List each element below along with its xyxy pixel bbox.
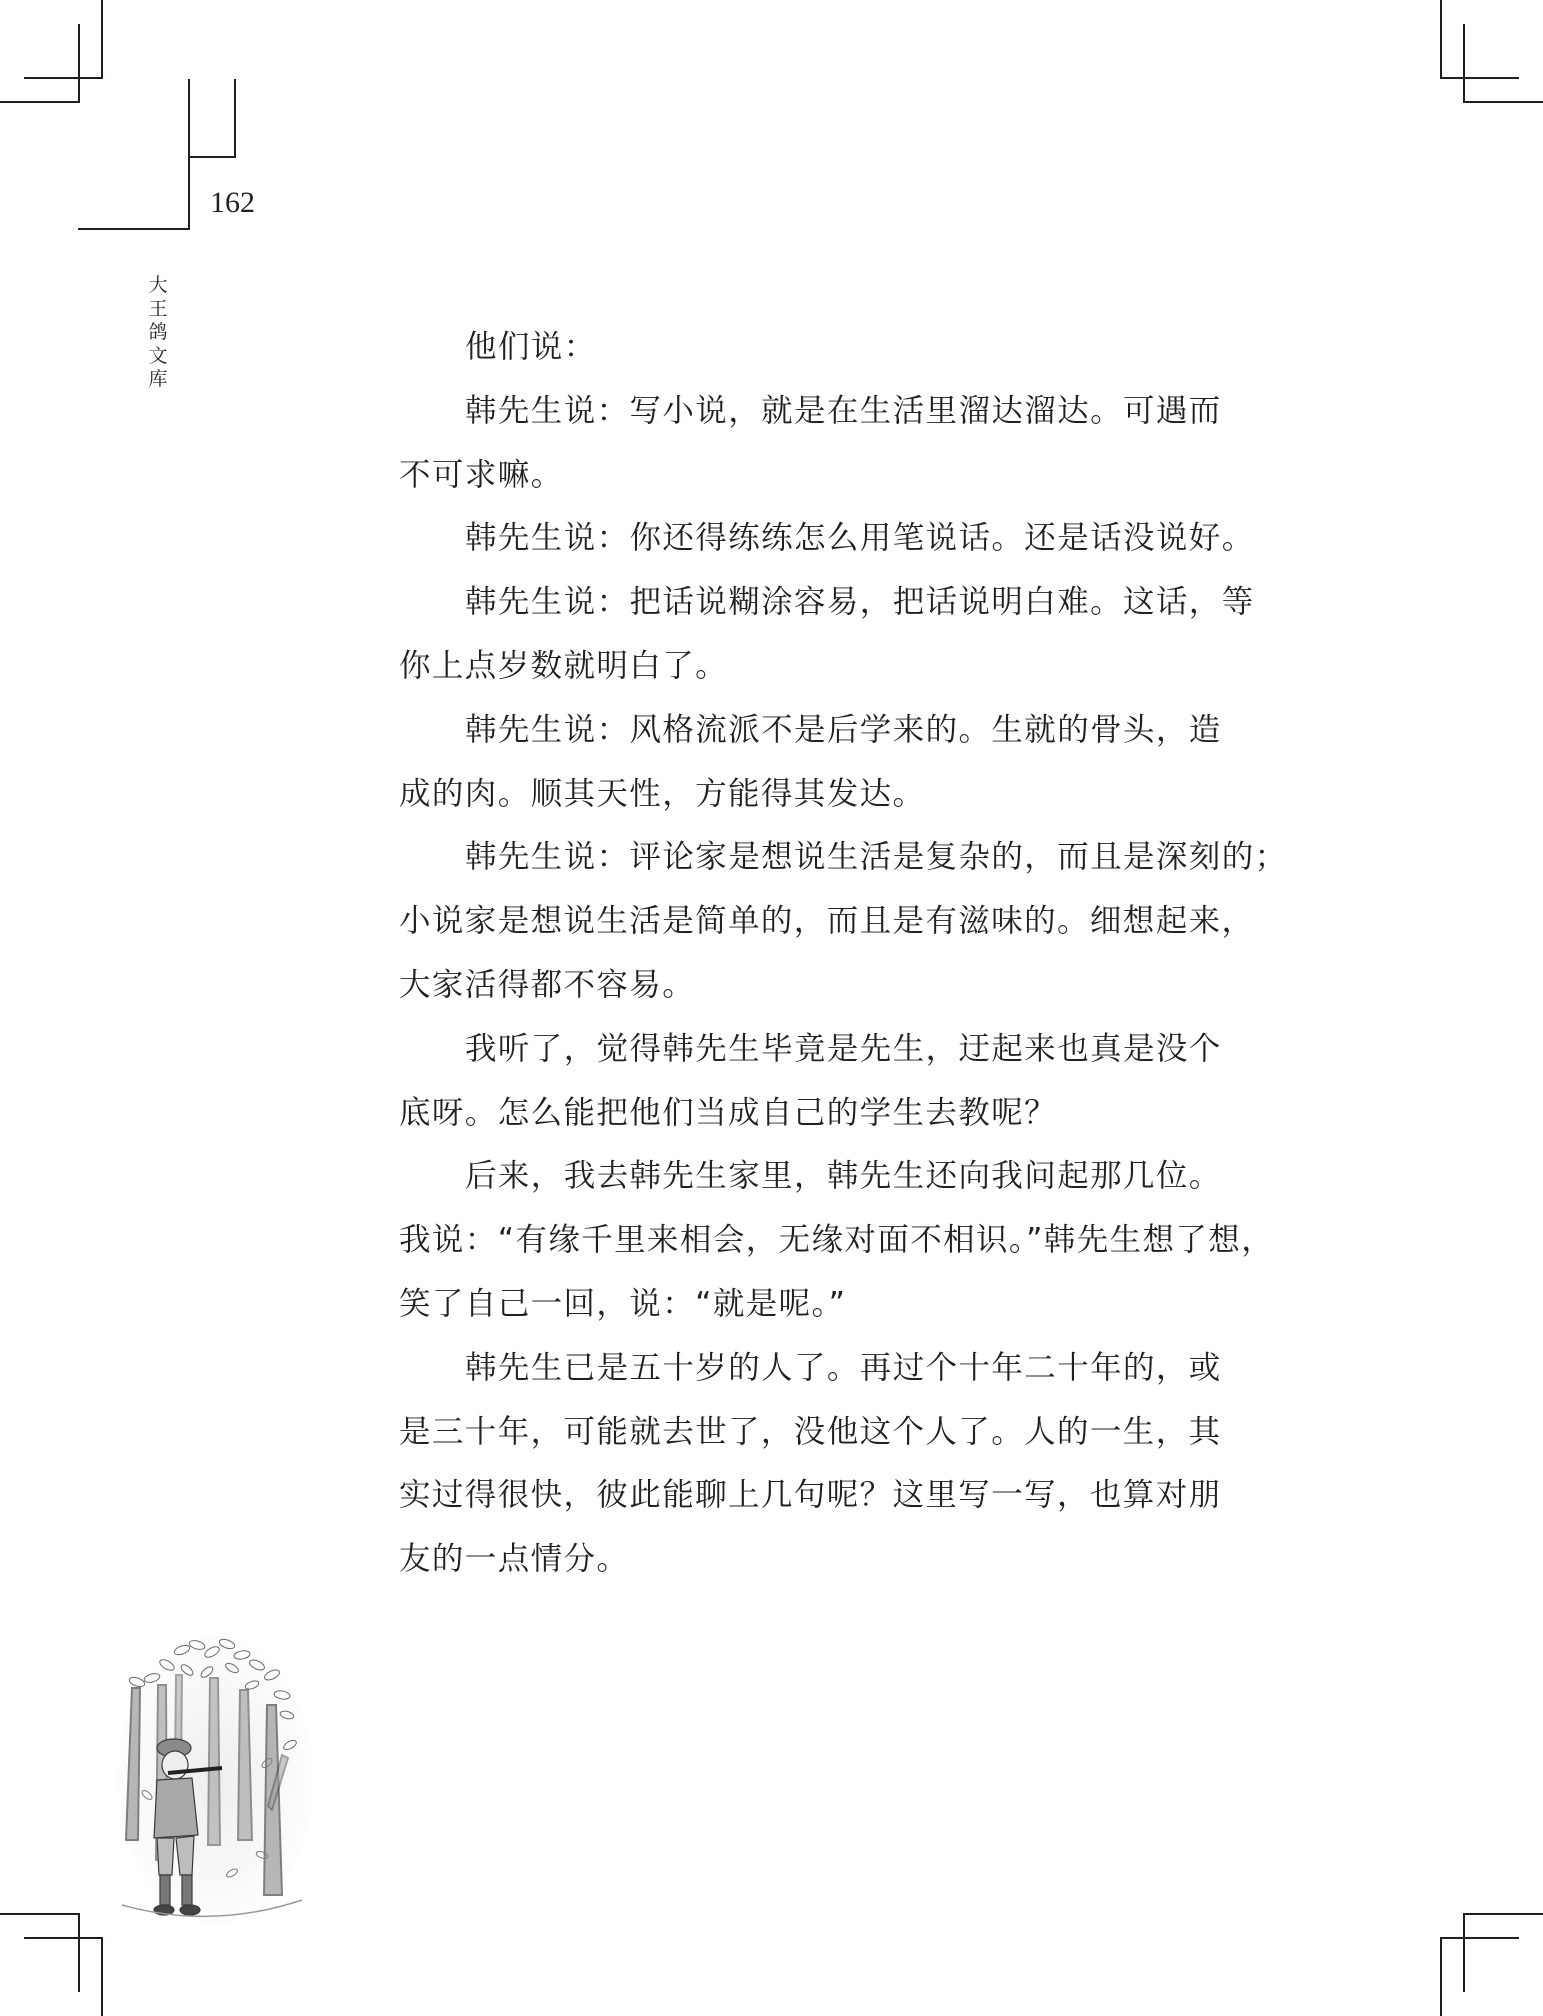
- crop-mark: [1463, 24, 1465, 103]
- illustration-sketch-icon: [112, 1630, 318, 1930]
- header-rule: [188, 156, 236, 158]
- text-line: 韩先生已是五十岁的人了。再过个十年二十年的，或: [465, 1349, 1222, 1386]
- text-line: 我说：“有缘千里来相会，无缘对面不相识。”韩先生想了想，: [399, 1222, 1275, 1259]
- crop-mark: [1463, 1913, 1465, 1992]
- text-line: 我听了，觉得韩先生毕竟是先生，迂起来也真是没个: [465, 1030, 1222, 1067]
- text-line: 成的肉。顺其天性，方能得其发达。: [399, 775, 926, 812]
- series-title-char: 鸽: [148, 321, 168, 343]
- crop-mark: [1440, 1937, 1519, 1939]
- paragraph: [333, 826, 1288, 1017]
- text-line: 韩先生说：评论家是想说生活是复杂的，而且是深刻的；: [465, 839, 1288, 876]
- crop-mark: [101, 0, 103, 79]
- paragraph: [333, 571, 1255, 699]
- series-title-char: 文: [148, 344, 168, 367]
- crop-mark: [1440, 0, 1442, 79]
- paragraph: [333, 1018, 1222, 1146]
- text-line: 大家活得都不容易。: [399, 966, 696, 1003]
- paragraph: [333, 699, 1222, 827]
- crop-mark: [78, 24, 80, 103]
- crop-mark: [101, 1937, 103, 2016]
- crop-mark: [78, 1913, 80, 1992]
- crop-mark: [0, 1913, 80, 1915]
- text-line: 韩先生说：风格流派不是后学来的。生就的骨头，造: [465, 711, 1222, 748]
- text-line: 韩先生说：你还得练练怎么用笔说话。还是话没说好。: [465, 520, 1255, 557]
- text-line: 他们说：: [465, 329, 597, 365]
- body-text: [333, 316, 1288, 1592]
- text-line: 小说家是想说生活是简单的，而且是有滋味的。细想起来，: [399, 903, 1255, 940]
- crop-mark: [1440, 1937, 1442, 2016]
- text-line: 韩先生说：把话说糊涂容易，把话说明白难。这话，等: [465, 584, 1255, 621]
- text-line: 韩先生说：写小说，就是在生活里溜达溜达。可遇而: [465, 392, 1222, 429]
- text-line: 不可求嘛。: [399, 456, 564, 493]
- text-line: 友的一点情分。: [399, 1541, 630, 1578]
- header-rule: [188, 79, 190, 230]
- series-title-char: 王: [148, 297, 168, 320]
- text-line: 实过得很快，彼此能聊上几句呢？这里写一写，也算对朋: [399, 1477, 1222, 1514]
- paragraph: [333, 1337, 1222, 1592]
- paragraph: [333, 316, 1195, 380]
- text-line: 笑了自己一回，说：“就是呢。”: [399, 1285, 847, 1322]
- crop-mark: [24, 1937, 103, 1939]
- crop-mark: [1463, 101, 1543, 103]
- paragraph: [333, 1145, 1275, 1336]
- crop-mark: [0, 101, 80, 103]
- series-title-char: 库: [148, 368, 168, 390]
- text-line: 是三十年，可能就去世了，没他这个人了。人的一生，其: [399, 1413, 1222, 1450]
- paragraph: [333, 507, 1255, 571]
- header-rule: [234, 79, 236, 158]
- text-line: 后来，我去韩先生家里，韩先生还向我问起那几位。: [465, 1158, 1222, 1195]
- forest-flute-boy-illustration: [112, 1630, 318, 1930]
- text-line: 底呀。怎么能把他们当成自己的学生去教呢？: [399, 1094, 1058, 1131]
- series-title-vertical: [146, 274, 170, 392]
- text-line: 你上点岁数就明白了。: [399, 647, 729, 684]
- crop-mark: [1463, 1913, 1543, 1915]
- page-number: 162: [210, 186, 255, 219]
- series-title-char: 大: [148, 274, 168, 296]
- paragraph: [333, 380, 1222, 508]
- crop-mark: [1440, 77, 1519, 79]
- header-rule: [78, 228, 190, 230]
- crop-mark: [24, 77, 103, 79]
